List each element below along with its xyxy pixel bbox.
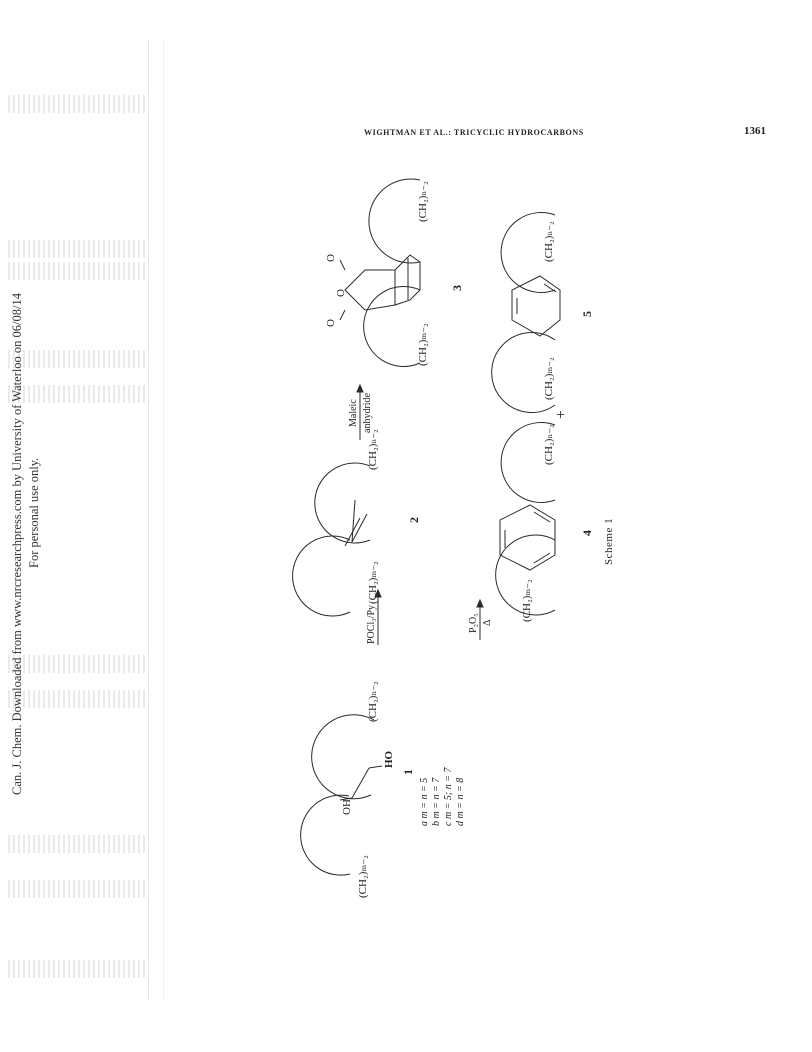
scheme-caption: Scheme 1 — [603, 517, 615, 565]
compound-4-number: 4 — [580, 530, 594, 536]
compound-2-left-ring — [293, 536, 350, 616]
compound-4-right-ring-label: (CH₂)ₙ₋₂ — [543, 424, 555, 465]
compound-4-left-ring-label: (CH₂)ₘ₋₂ — [521, 579, 533, 622]
variant-b: b m = n = 7 — [431, 777, 442, 826]
compound-1-number: 1 — [401, 769, 415, 775]
compound-2-left-ring-label: (CH₂)ₘ₋₂ — [367, 561, 379, 604]
variant-a: a m = n = 5 — [419, 777, 430, 826]
running-title: WIGHTMAN ET AL.: TRICYCLIC HYDROCARBONS — [364, 128, 584, 137]
compound-3-carbonyl-o-left: O — [325, 319, 337, 327]
compound-1-right-ring-label: (CH₂)ₙ₋₂ — [367, 681, 379, 722]
variant-d: d m = n = 8 — [455, 777, 466, 826]
compound-3-right-ring-label: (CH₂)ₙ₋₂ — [417, 181, 429, 222]
compound-1-left-ring-label: (CH₂)ₘ₋₂ — [357, 855, 369, 898]
compound-3-left-ring-label: (CH₂)ₘ₋₂ — [417, 323, 429, 366]
structure-bonds — [293, 179, 560, 875]
reagent-step3-top: P₂O₅ — [468, 613, 479, 633]
page-number: 1361 — [744, 125, 766, 137]
compound-4-benzene-ring — [500, 505, 555, 570]
reagent-step1: POCl₃/Py — [366, 604, 377, 644]
compound-1-oh-label: OH — [341, 799, 353, 815]
reagent-step3-bottom: Δ — [482, 619, 493, 626]
reagent-step2-bottom: anhydride — [362, 393, 373, 433]
variant-c: c m = 5; n = 7 — [443, 767, 454, 826]
compound-2-number: 2 — [407, 517, 421, 523]
download-notice: Can. J. Chem. Downloaded from www.nrcresearchpress.com by University of Waterloo on 06/08/14 — [10, 292, 24, 795]
compound-1-link-bond — [352, 768, 369, 798]
compound-3-ring-oxygen: O — [335, 289, 347, 297]
reagent-step2-top: Maleic — [348, 399, 359, 427]
compound-3-number: 3 — [450, 285, 464, 291]
plus-sign: + — [556, 407, 566, 424]
personal-use-notice: For personal use only. — [27, 457, 41, 568]
compound-2-right-ring-label: (CH₂)ₙ₋₂ — [367, 429, 379, 470]
compound-5-number: 5 — [580, 311, 594, 317]
compound-5-benzene-ring — [512, 276, 560, 336]
compound-2-right-ring — [315, 463, 370, 543]
compound-1-right-ring — [312, 715, 374, 799]
compound-1-ho-label: HO — [383, 750, 395, 768]
compound-3-right-ring — [369, 179, 420, 263]
compound-5-right-ring-label: (CH₂)ₙ₋₂ — [543, 221, 555, 262]
compound-3-carbonyl-o-right: O — [325, 254, 337, 262]
compound-5-left-ring-label: (CH₂)ₘ₋₂ — [543, 357, 555, 400]
